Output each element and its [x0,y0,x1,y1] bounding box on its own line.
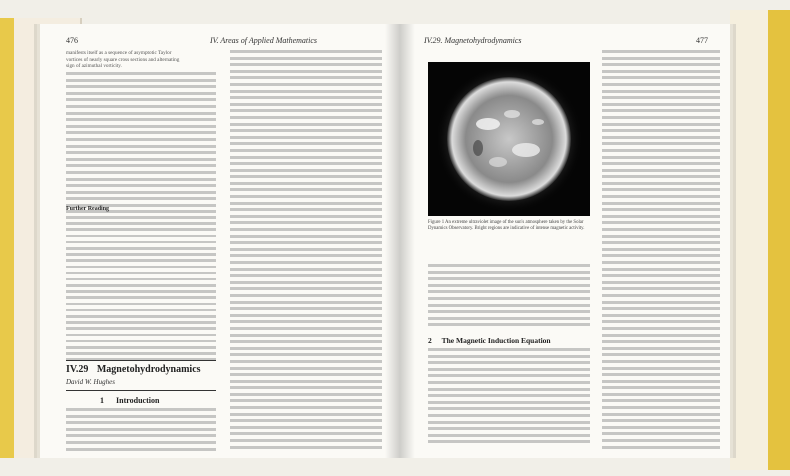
active-region [512,143,540,157]
running-head-left: IV. Areas of Applied Mathematics [210,36,318,45]
right-column-2-body [602,50,720,452]
subsection-heading-right [428,336,551,345]
subsection-title-right: The Magnetic Induction Equation [441,336,551,345]
active-region [532,119,544,125]
yellow-cover-edge [0,18,14,458]
subsection-title: Introduction [116,396,160,405]
references-list [66,216,216,352]
section-rule-top [66,360,216,361]
introduction-body [66,408,216,452]
active-region [504,110,520,118]
active-region [476,118,500,130]
coronal-hole [473,140,483,156]
left-page [40,24,400,458]
yellow-cover-edge-right [768,10,790,470]
section-heading [66,364,201,375]
section-label: IV.29 [66,364,89,375]
background-book-right [730,10,790,470]
page-number-left: 476 [66,36,78,45]
section-rule-bottom [66,390,216,391]
left-top-text-line: sign of azimuthal vorticity. [66,63,122,70]
active-region [489,157,507,167]
page-number-right: 477 [696,36,708,45]
subsection-number: 1 [100,396,104,405]
right-column-1-upper [428,264,590,330]
left-top-text-line: vortices of nearly square cross sections and alternating [66,56,180,63]
subsection-number-right: 2 [428,336,432,345]
induction-equation-body [428,348,590,452]
further-reading-title: Further Reading [66,206,110,212]
author-name: David W. Hughes [66,378,115,386]
left-column-1-body [66,72,216,200]
subsection-heading-left [100,396,159,405]
left-column-2-body [230,50,382,452]
left-top-text [66,50,216,70]
figure-caption: Figure 1 An extreme ultraviolet image of the sun's atmosphere taken by the Solar Dynamics Observatory. Bright regions are indicative of intense magnetic activity. [428,220,585,231]
solar-disk [447,77,571,201]
sun-euv-image [428,62,590,216]
sun-disk-svg [428,62,590,216]
left-top-text-line: manifests itself as a sequence of asymptotic Taylor [66,50,172,56]
section-title: Magnetohydrodynamics [96,364,201,375]
book-spine-shadow [385,24,415,458]
running-head-right: IV.29. Magnetohydrodynamics [424,36,522,45]
